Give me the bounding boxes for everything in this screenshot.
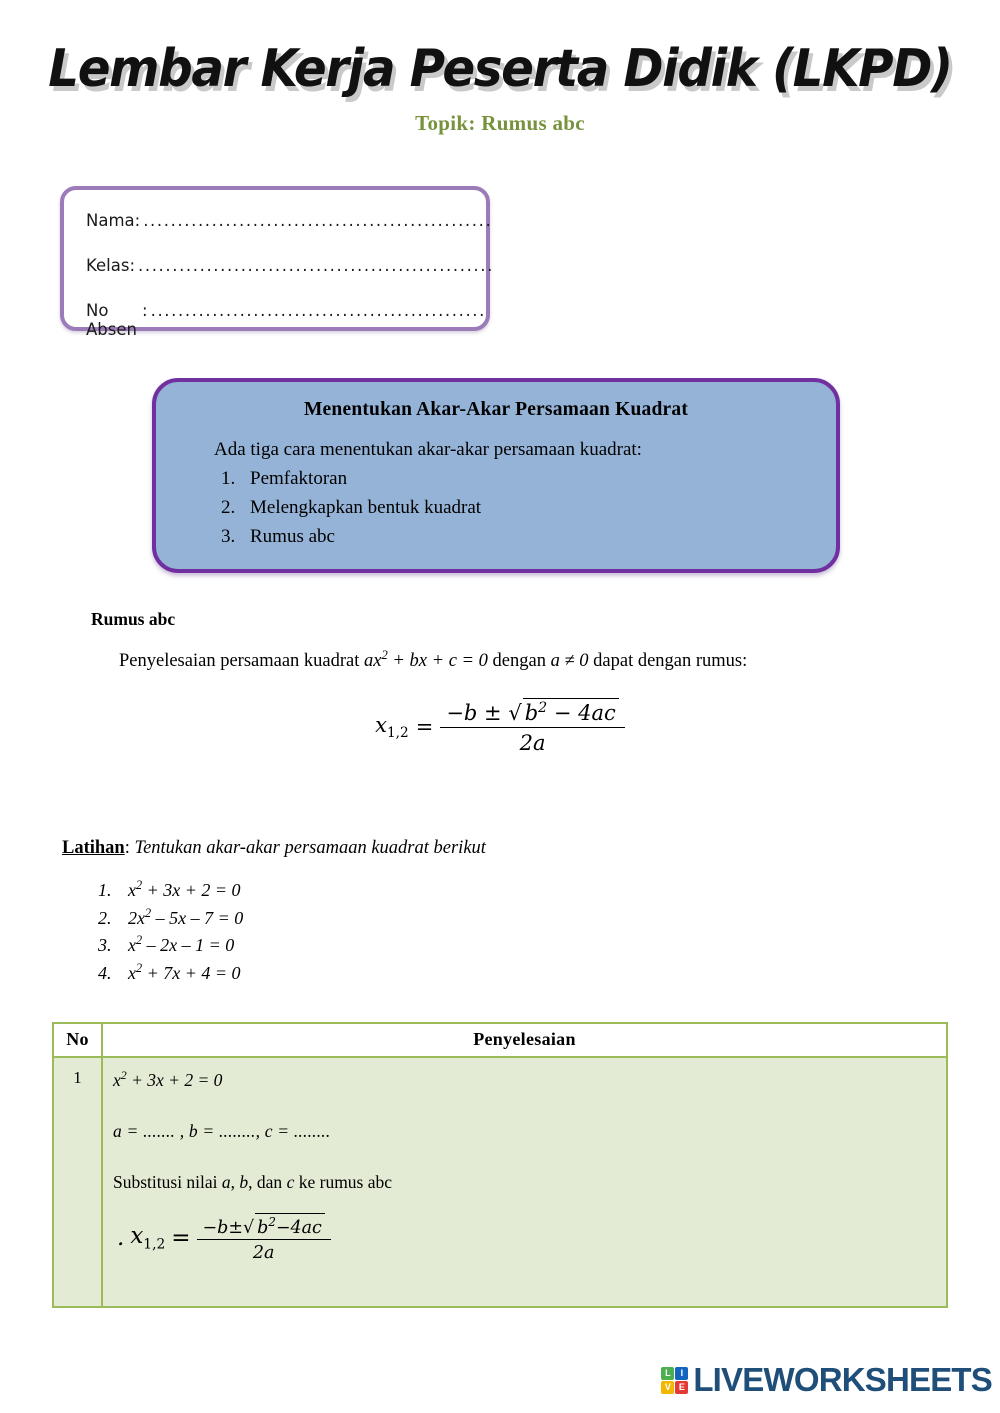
table-cell-equation bbox=[113, 1068, 946, 1091]
rumus-desc-part1: Penyelesaian persamaan kuadrat bbox=[119, 651, 365, 672]
latihan-description: Tentukan akar-akar persamaan kuadrat berikut bbox=[129, 838, 486, 858]
table-cell-no: 1 bbox=[53, 1057, 102, 1307]
formula-radicand bbox=[523, 698, 619, 725]
list-item bbox=[116, 904, 243, 932]
rumus-desc-part3: dapat dengan rumus: bbox=[588, 651, 748, 672]
list-item: 1. Pemfaktoran bbox=[240, 465, 836, 494]
cell-formula-lhs-subscript: 1,2 bbox=[143, 1236, 166, 1253]
equation-base: 2x bbox=[128, 907, 145, 928]
identity-input-nama[interactable]: ................................................... bbox=[143, 211, 493, 230]
cell-radicand-base: b bbox=[257, 1217, 269, 1238]
table-body bbox=[53, 1057, 947, 1307]
table-header-no: No bbox=[53, 1023, 102, 1057]
list-item bbox=[116, 959, 243, 987]
table-cell-coefficient-blanks[interactable]: a = ....... , b = ........, c = ........ bbox=[113, 1120, 331, 1141]
table-cell-instruction bbox=[113, 1172, 946, 1193]
table-row bbox=[53, 1057, 947, 1307]
table-header-penyelesaian: Penyelesaian bbox=[102, 1023, 947, 1057]
cell-formula-numerator bbox=[197, 1213, 331, 1239]
formula-fraction bbox=[440, 698, 625, 755]
cell-num-lead: −b± bbox=[202, 1217, 243, 1238]
quadratic-formula-display bbox=[0, 698, 1000, 755]
info-callout-box bbox=[152, 378, 840, 573]
identity-colon-no-absen: : bbox=[142, 301, 148, 320]
formula-prefix-dot: . bbox=[117, 1224, 125, 1251]
identity-label-kelas: Kelas bbox=[86, 256, 130, 275]
radicand-base: b bbox=[524, 701, 539, 725]
instruction-var-c: c bbox=[286, 1171, 295, 1192]
formula-denominator: 2a bbox=[519, 731, 546, 756]
instruction-part1: Substitusi nilai bbox=[113, 1171, 222, 1192]
identity-label-nama: Nama bbox=[86, 211, 135, 230]
logo-square-e: E bbox=[675, 1381, 688, 1394]
info-box-intro: Ada tiga cara menentukan akar-akar persamaan kuadrat: bbox=[214, 439, 642, 460]
logo-squares-icon bbox=[661, 1367, 688, 1394]
quadratic-formula bbox=[375, 698, 625, 755]
identity-colon-kelas: : bbox=[129, 256, 136, 275]
equation-base: x bbox=[128, 962, 136, 983]
equation-base: x bbox=[128, 935, 136, 956]
identity-row-nama bbox=[64, 211, 493, 230]
rumus-desc-part2: dengan bbox=[487, 651, 551, 672]
cell-equation-rest: + 3x + 2 = 0 bbox=[126, 1069, 223, 1090]
radical-icon: √ bbox=[243, 1217, 255, 1238]
list-item bbox=[116, 876, 243, 904]
list-item bbox=[116, 931, 243, 959]
logo-square-l: L bbox=[661, 1367, 674, 1380]
radicand-rest: − 4ac bbox=[547, 701, 616, 725]
cell-formula-denominator: 2a bbox=[252, 1243, 275, 1264]
cell-formula-equals: = bbox=[171, 1224, 191, 1251]
rumus-eq-rest: + bx + c = 0 bbox=[387, 651, 488, 672]
identity-colon-nama: : bbox=[134, 211, 141, 230]
formula-lhs-var: x bbox=[375, 712, 387, 737]
formula-numerator bbox=[440, 698, 625, 727]
info-box-method-list bbox=[156, 461, 836, 552]
latihan-heading bbox=[62, 838, 486, 859]
answer-table bbox=[52, 1022, 948, 1308]
page-header bbox=[0, 0, 1000, 136]
identity-input-kelas[interactable]: .................................................... bbox=[138, 256, 494, 275]
liveworksheets-logo[interactable] bbox=[661, 1361, 992, 1399]
equation-base: x bbox=[128, 880, 136, 900]
cell-formula-fraction bbox=[197, 1213, 331, 1263]
equation-exponent: 2 bbox=[136, 878, 143, 892]
list-item: 2. Melengkapkan bentuk kuadrat bbox=[240, 494, 836, 523]
identity-label-no-absen: No Absen bbox=[86, 301, 137, 339]
identity-input-no-absen[interactable]: ................................................. bbox=[150, 301, 486, 320]
table-cell-answer[interactable] bbox=[102, 1057, 947, 1307]
cell-radicand-rest: −4ac bbox=[275, 1217, 322, 1238]
info-box-title: Menentukan Akar-Akar Persamaan Kuadrat bbox=[303, 399, 689, 420]
equation-exponent: 2 bbox=[145, 905, 152, 920]
formula-lhs-subscript: 1,2 bbox=[387, 724, 409, 741]
table-header-row bbox=[53, 1023, 947, 1057]
equation-exponent: 2 bbox=[136, 933, 143, 948]
instruction-var-b: b bbox=[239, 1171, 249, 1192]
table-header bbox=[53, 1023, 947, 1057]
formula-equals: = bbox=[415, 714, 434, 739]
rumus-eq-exponent: 2 bbox=[381, 648, 388, 662]
equation-rest: – 5x – 7 = 0 bbox=[151, 907, 244, 928]
rumus-condition: a ≠ 0 bbox=[550, 651, 589, 672]
rumus-description bbox=[119, 648, 747, 672]
instruction-part2: , bbox=[230, 1171, 240, 1192]
list-item: 3. Rumus abc bbox=[240, 523, 836, 552]
page-subtitle: Topik: Rumus abc bbox=[415, 111, 585, 136]
radicand-exponent: 2 bbox=[538, 700, 548, 716]
equation-rest: + 7x + 4 = 0 bbox=[142, 962, 241, 983]
cell-equation-base: x bbox=[113, 1069, 121, 1090]
table-cell-formula-display bbox=[117, 1213, 946, 1263]
cell-equation-exponent: 2 bbox=[120, 1068, 127, 1082]
section-heading-rumus-abc: Rumus abc bbox=[91, 609, 176, 629]
instruction-var-a: a bbox=[221, 1171, 231, 1192]
instruction-part3: , dan bbox=[248, 1171, 287, 1192]
formula-lhs bbox=[375, 713, 409, 741]
student-identity-box bbox=[60, 186, 494, 339]
latihan-separator: : bbox=[124, 838, 130, 858]
cell-formula-lhs bbox=[130, 1223, 165, 1253]
rumus-eq-a: ax bbox=[364, 651, 382, 672]
logo-wordmark: LIVEWORKSHEETS bbox=[693, 1361, 992, 1398]
logo-square-i: I bbox=[675, 1367, 688, 1380]
instruction-part4: ke rumus abc bbox=[294, 1171, 393, 1192]
cell-formula-radicand bbox=[255, 1213, 325, 1238]
equation-exponent: 2 bbox=[136, 960, 143, 975]
page-title: Lembar Kerja Peserta Didik (LKPD) bbox=[48, 39, 952, 99]
table-cell-quadratic-formula bbox=[117, 1213, 331, 1263]
formula-num-lead: −b ± bbox=[446, 701, 509, 725]
equation-rest: + 3x + 2 = 0 bbox=[142, 880, 241, 900]
logo-square-v: V bbox=[661, 1381, 674, 1394]
cell-radicand-exponent: 2 bbox=[268, 1214, 276, 1229]
radical-icon: √ bbox=[508, 701, 522, 725]
latihan-equation-list bbox=[86, 876, 243, 987]
identity-row-no-absen bbox=[64, 301, 486, 339]
identity-row-kelas bbox=[64, 256, 494, 275]
latihan-label: Latihan bbox=[62, 838, 125, 858]
cell-formula-lhs-var: x bbox=[130, 1223, 144, 1250]
equation-rest: – 2x – 1 = 0 bbox=[142, 935, 235, 956]
